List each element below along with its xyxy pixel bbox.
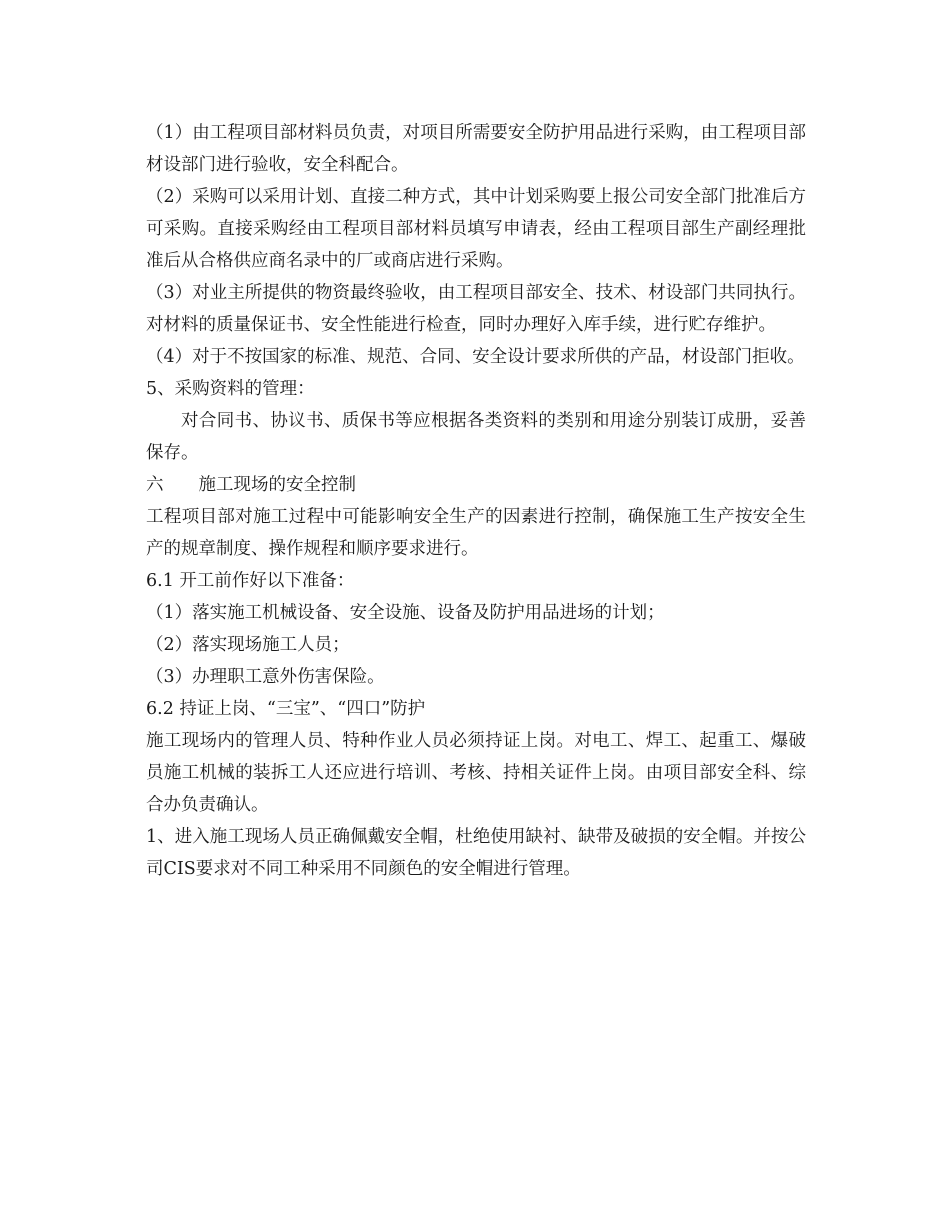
heading-certification-protection: 6.2 持证上岗、“三宝”、“四口”防护 [146, 699, 426, 719]
list-item-equipment-plan: （1）落实施工机械设备、安全设施、设备及防护用品进场的计划； [146, 603, 665, 623]
paragraph-owner-materials: （3）对业主所提供的物资最终验收，由工程项目部安全、技术、材设部门共同执行。对材料的质量保证书、安全性能进行检查，同时办理好入库手续，进行贮存维护。 [146, 283, 806, 335]
paragraph-site-control: 工程项目部对施工过程中可能影响安全生产的因素进行控制，确保施工生产按安全生产的规章制度、操作规程和顺序要求进行。 [146, 507, 806, 559]
list-item-insurance: （3）办理职工意外伤害保险。 [146, 667, 385, 687]
paragraph-purchase-responsibility: （1）由工程项目部材料员负责，对项目所需要安全防护用品进行采购，由工程项目部材设部门进行验收，安全科配合。 [146, 123, 806, 175]
paragraph-safety-helmet: 1、进入施工现场人员正确佩戴安全帽，杜绝使用缺衬、缺带及破损的安全帽。并按公司CIS要求对不同工种采用不同颜色的安全帽进行管理。 [146, 827, 806, 879]
list-item-personnel: （2）落实现场施工人员； [146, 635, 350, 655]
document-body [146, 117, 806, 885]
paragraph-purchase-methods: （2）采购可以采用计划、直接二种方式，其中计划采购要上报公司安全部门批准后方可采购。直接采购经由工程项目部材料员填写申请表，经由工程项目部生产副经理批准后从合格供应商名录中的厂或商店进行采购。 [146, 187, 806, 271]
paragraph-records-storage: 对合同书、协议书、质保书等应根据各类资料的类别和用途分别装订成册，妥善保存。 [146, 411, 806, 463]
heading-site-safety-control: 六 施工现场的安全控制 [146, 475, 356, 495]
paragraph-certification: 施工现场内的管理人员、特种作业人员必须持证上岗。对电工、焊工、起重工、爆破员施工机械的装拆工人还应进行培训、考核、持相关证件上岗。由项目部安全科、综合办负责确认。 [146, 731, 806, 815]
paragraph-rejection: （4）对于不按国家的标准、规范、合同、安全设计要求所供的产品，材设部门拒收。 [146, 347, 805, 367]
heading-preparation: 6.1 开工前作好以下准备： [146, 571, 355, 591]
heading-purchase-records: 5、采购资料的管理： [146, 379, 315, 399]
